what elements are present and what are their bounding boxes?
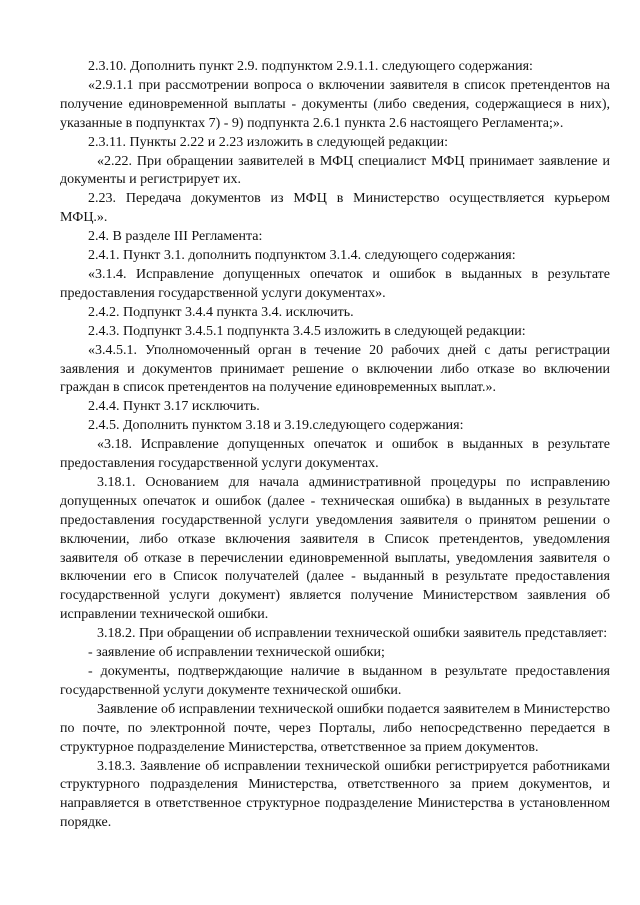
paragraph-2-4-1: 2.4.1. Пункт 3.1. дополнить подпунктом 3.1.4. следующего содержания: (88, 248, 516, 264)
paragraph-2-3-11: 2.3.11. Пункты 2.22 и 2.23 изложить в следующей редакции: (88, 134, 448, 150)
paragraph-2-23: 2.23. Передача документов из МФЦ в Министерство осуществляется курьером МФЦ.». (60, 191, 610, 226)
paragraph-3-18-3: 3.18.3. Заявление об исправлении технической ошибки регистрируется работниками структурного подразделения Министерства, ответственного за прием документов, и направляется в ответственное структурное подразделение Министерства в установленном порядке. (60, 758, 610, 831)
list-item-documents: - документы, подтверждающие наличие в выданном в результате предоставления государственной услуги документе технической ошибки. (60, 664, 610, 698)
paragraph-3-18-1: 3.18.1. Основанием для начала административной процедуры по исправлению допущенных опечаток и ошибок (далее - техническая ошибка) в выданных в результате предоставления государственной услуги уведомления заявителя о принятом решении о включении, либо отказе включения заявителя в Список претендентов, уведомления заявителя об отказе в перечислении единовременной выплаты, уведомления заявителя о включении его в Список получателей (далее - выданный в результате предоставления государственной услуги документ) является получение Министерством заявления об исправлении технической ошибки. (60, 474, 610, 623)
paragraph-2-22: «2.22. При обращении заявителей в МФЦ специалист МФЦ принимает заявление и документы и регистрирует их. (60, 153, 610, 188)
paragraph-3-18-2: 3.18.2. При обращении об исправлении технической ошибки заявитель представляет: (97, 626, 608, 642)
document-page (60, 58, 610, 833)
paragraph-2-4-2: 2.4.2. Подпункт 3.4.4 пункта 3.4. исключить. (88, 304, 354, 320)
list-item-application: - заявление об исправлении технической ошибки; (88, 645, 385, 661)
paragraph-3-1-4: «3.1.4. Исправление допущенных опечаток и ошибок в выданных в результате предоставления государственной услуги документах». (60, 266, 610, 301)
paragraph-2-4: 2.4. В разделе III Регламента: (88, 229, 263, 245)
paragraph-2-4-5: 2.4.5. Дополнить пунктом 3.18 и 3.19.следующего содержания: (88, 418, 464, 434)
paragraph-application-submission: Заявление об исправлении технической ошибки подается заявителем в Министерство по почте, по электронной почте, через Порталы, либо непосредственно передается в структурное подразделение Министерства, ответственное за прием документов. (60, 701, 610, 755)
paragraph-2-4-4: 2.4.4. Пункт 3.17 исключить. (88, 399, 260, 415)
paragraph-2-3-10: 2.3.10. Дополнить пункт 2.9. подпунктом 2.9.1.1. следующего содержания: (88, 59, 533, 74)
paragraph-2-9-1-1: «2.9.1.1 при рассмотрении вопроса о включении заявителя в список претендентов на получение единовременной выплаты - документы (либо сведения, содержащиеся в них), указанные в подпунктах 7) - 9) подпункта 2.6.1 пункта 2.6 настоящего Регламента;». (60, 77, 610, 131)
paragraph-2-4-3: 2.4.3. Подпункт 3.4.5.1 подпункта 3.4.5 изложить в следующей редакции: (88, 323, 526, 339)
paragraph-3-4-5-1: «3.4.5.1. Уполномоченный орган в течение 20 рабочих дней с даты регистрации заявления и документов принимает решение о включении либо отказе во включении граждан в список претендентов на получение единовременных выплат.». (60, 342, 610, 396)
paragraph-3-18: «3.18. Исправление допущенных опечаток и ошибок в выданных в результате предоставления государственной услуги документах. (60, 437, 610, 472)
